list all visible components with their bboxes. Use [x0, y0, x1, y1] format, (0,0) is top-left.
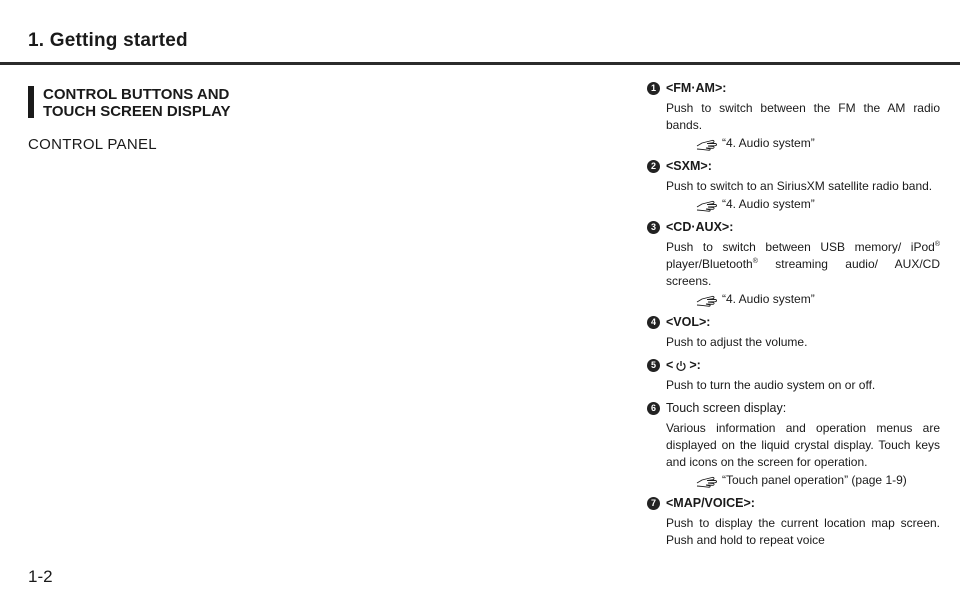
- list-item: [647, 400, 940, 489]
- item-suffix: :: [722, 81, 727, 95]
- list-item: [647, 314, 940, 351]
- item-label: <VOL>: [666, 315, 707, 329]
- item-number-badge: 3: [647, 221, 660, 234]
- item-number-badge: 1: [647, 82, 660, 95]
- item-description: Various information and operation menus are displayed on the liquid crystal display. Touch keys and icons on the screen for operation.: [666, 421, 940, 469]
- registered-mark: ®: [934, 241, 940, 248]
- item-content: [647, 377, 940, 394]
- item-number-badge: 4: [647, 316, 660, 329]
- reference-text: “4. Audio system”: [722, 197, 815, 211]
- item-head: [647, 357, 940, 374]
- item-head: [647, 219, 940, 236]
- reference-text: “Touch panel operation” (page 1-9): [722, 473, 907, 487]
- item-label-right: >: [689, 358, 697, 372]
- reference-text: “4. Audio system”: [722, 292, 815, 306]
- power-icon: [675, 360, 687, 372]
- item-head: [647, 158, 940, 175]
- item-description: Push to switch between the FM the AM radio bands.: [666, 101, 940, 132]
- item-description: Push to turn the audio system on or off.: [666, 378, 876, 392]
- section-bar: [28, 86, 34, 118]
- item-list: [647, 80, 940, 555]
- chapter-title: 1. Getting started: [28, 30, 188, 51]
- item-reference: [696, 472, 940, 489]
- item-head: [647, 495, 940, 512]
- item-suffix: :: [750, 496, 755, 510]
- page-number: 1-2: [28, 567, 53, 586]
- item-head: [647, 400, 940, 417]
- item-reference: [696, 196, 940, 213]
- item-suffix: :: [707, 159, 712, 173]
- item-content: [647, 420, 940, 489]
- item-content: [647, 100, 940, 152]
- item-label: <SXM>: [666, 159, 708, 173]
- item-number-badge: 5: [647, 359, 660, 372]
- item-number-badge: 2: [647, 160, 660, 173]
- pointing-hand-icon: [696, 198, 718, 212]
- item-number-badge: 6: [647, 402, 660, 415]
- item-description: Push to display the current location map screen. Push and hold to repeat voice: [666, 516, 940, 547]
- item-content: [647, 334, 940, 351]
- reference-text: “4. Audio system”: [722, 136, 815, 150]
- item-head: [647, 80, 940, 97]
- section-heading-line2: TOUCH SCREEN DISPLAY: [43, 103, 231, 120]
- item-number-badge: 7: [647, 497, 660, 510]
- item-description: Push to switch to an SiriusXM satellite radio band.: [666, 179, 933, 193]
- header-rule: [0, 62, 960, 65]
- pointing-hand-icon: [696, 474, 718, 488]
- item-label: Touch screen display:: [666, 401, 787, 415]
- item-label-left: <: [666, 358, 674, 372]
- list-item: [647, 219, 940, 308]
- item-label: <MAP/VOICE>: [666, 496, 751, 510]
- pointing-hand-icon: [696, 293, 718, 307]
- item-content: [647, 239, 940, 308]
- item-suffix: :: [706, 315, 711, 329]
- list-item: [647, 495, 940, 549]
- item-head: [647, 314, 940, 331]
- list-item: [647, 80, 940, 152]
- item-description: Push to adjust the volume.: [666, 335, 808, 349]
- item-content: [647, 515, 940, 549]
- item-label: <CD·AUX>: [666, 220, 730, 234]
- list-item: [647, 158, 940, 213]
- item-reference: [696, 135, 940, 152]
- desc-part: player/Bluetooth: [666, 257, 753, 271]
- item-suffix: :: [696, 358, 701, 372]
- desc-part: Push to switch between USB memory/ iPod: [666, 240, 935, 254]
- item-suffix: :: [729, 220, 734, 234]
- desc-part: streaming audio/ AUX/CD screens.: [666, 257, 940, 288]
- item-content: [647, 178, 940, 213]
- item-reference: [696, 291, 940, 308]
- subheading: CONTROL PANEL: [28, 136, 157, 153]
- pointing-hand-icon: [696, 137, 718, 151]
- item-label: <FM·AM>: [666, 81, 723, 95]
- section-heading: [43, 86, 231, 120]
- registered-mark: ®: [752, 258, 758, 265]
- list-item: [647, 357, 940, 394]
- section-heading-line1: CONTROL BUTTONS AND: [43, 86, 230, 103]
- item-description: [666, 239, 940, 290]
